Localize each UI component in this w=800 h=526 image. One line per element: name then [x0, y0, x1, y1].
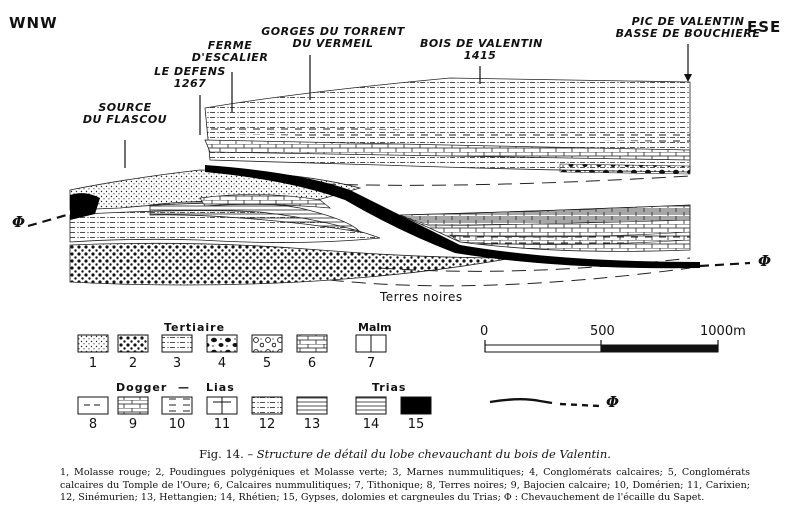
label-le-defens: LE DEFENS 1267: [154, 65, 226, 90]
fault-line-west: [28, 214, 70, 226]
legend-num-8: 8: [88, 417, 98, 432]
legend-fault-line: [490, 399, 552, 403]
legend-boxes: [78, 335, 431, 414]
label-gorges-vermeil: GORGES DU TORRENT DU VERMEIL: [261, 25, 405, 50]
scale-bar: [485, 340, 718, 352]
legend-group-trias: Trias: [372, 381, 407, 394]
upper-dot-band: [560, 164, 690, 174]
legend-num-1: 1: [88, 356, 98, 371]
legend-box-2: [118, 335, 148, 352]
legend-num-11: 11: [213, 417, 231, 432]
pic-arrowhead: [684, 74, 692, 82]
legend-num-10: 10: [168, 417, 186, 432]
caption-prefix: Fig. 14. –: [199, 447, 254, 461]
label-bois-valentin: BOIS DE VALENTIN 1415: [420, 37, 543, 62]
legend-num-3: 3: [172, 356, 182, 371]
legend-box-4: [207, 335, 237, 352]
legend-num-9: 9: [128, 417, 138, 432]
legend-num-7: 7: [366, 356, 376, 371]
legend-num-4: 4: [217, 356, 227, 371]
legend-box-9: [118, 397, 148, 414]
legend-num-15: 15: [407, 417, 425, 432]
legend-box-13: [297, 397, 327, 414]
label-source-flascou: SOURCE DU FLASCOU: [82, 101, 168, 126]
legend-group-dash: —: [178, 381, 190, 394]
legend-group-lias: Lias: [206, 381, 235, 394]
fault-line-east: [700, 263, 750, 266]
legend-fault-dash: [560, 404, 600, 406]
label-ferme-escalier: FERME D'ESCALIER: [191, 39, 269, 64]
direction-east: ESE: [747, 18, 782, 36]
legend-group-malm: Malm: [358, 321, 392, 334]
scale-tick-0: 0: [480, 324, 489, 339]
legend-num-14: 14: [362, 417, 380, 432]
legend-description: 1, Molasse rouge; 2, Poudingues polygéniques et Molasse verte; 3, Marnes nummulitiques; 4, Conglomérats calcaires; 5, Conglomérats calcaires du Tomple de l'Oure; 6, Calcaires nummulitiques; 7, Tithonique; 8, Terres noires; 9, Bajocien calcaire; 10, Domérien; 11, Carixien; 12, Sinémurien; 13, Hettangien; 14, Rhétien; 15, Gypses, dolomies et cargneules du Trias; Φ : Chevauchement de l'écaille du Sapet.: [60, 467, 750, 503]
legend-box-5: [252, 335, 282, 352]
scale-tick-1000m: 1000m: [700, 324, 746, 339]
legend-num-6: 6: [307, 356, 317, 371]
lower-poudingue: [70, 243, 512, 285]
legend-box-14: [356, 397, 386, 414]
legend-box-1: [78, 335, 108, 352]
fault-symbol-west: Φ: [12, 213, 26, 231]
legend-num-5: 5: [262, 356, 272, 371]
legend-box-3: [162, 335, 192, 352]
label-terres-noires: Terres noires: [380, 290, 463, 304]
legend-group-tertiaire: Tertiaire: [164, 321, 226, 334]
label-pic-valentin: PIC DE VALENTIN BASSE DE BOUCHIERE: [615, 15, 761, 40]
legend-group-dogger: Dogger: [116, 381, 168, 394]
legend-box-15: [401, 397, 431, 414]
legend-box-6: [297, 335, 327, 352]
legend-fault-symbol: Φ: [606, 393, 620, 411]
figure-caption: [60, 447, 750, 461]
legend-box-8: [78, 397, 108, 414]
scale-tick-500: 500: [590, 324, 615, 339]
direction-west: WNW: [9, 14, 58, 32]
legend-num-13: 13: [303, 417, 321, 432]
legend-num-2: 2: [128, 356, 138, 371]
caption-title: Structure de détail du lobe chevauchant du bois de Valentin.: [256, 447, 611, 461]
legend-box-12: [252, 397, 282, 414]
legend-box-10: [162, 397, 192, 414]
fault-symbol-east: Φ: [758, 252, 772, 270]
legend-num-12: 12: [258, 417, 276, 432]
terres-noires-upper-dash: [300, 176, 690, 185]
